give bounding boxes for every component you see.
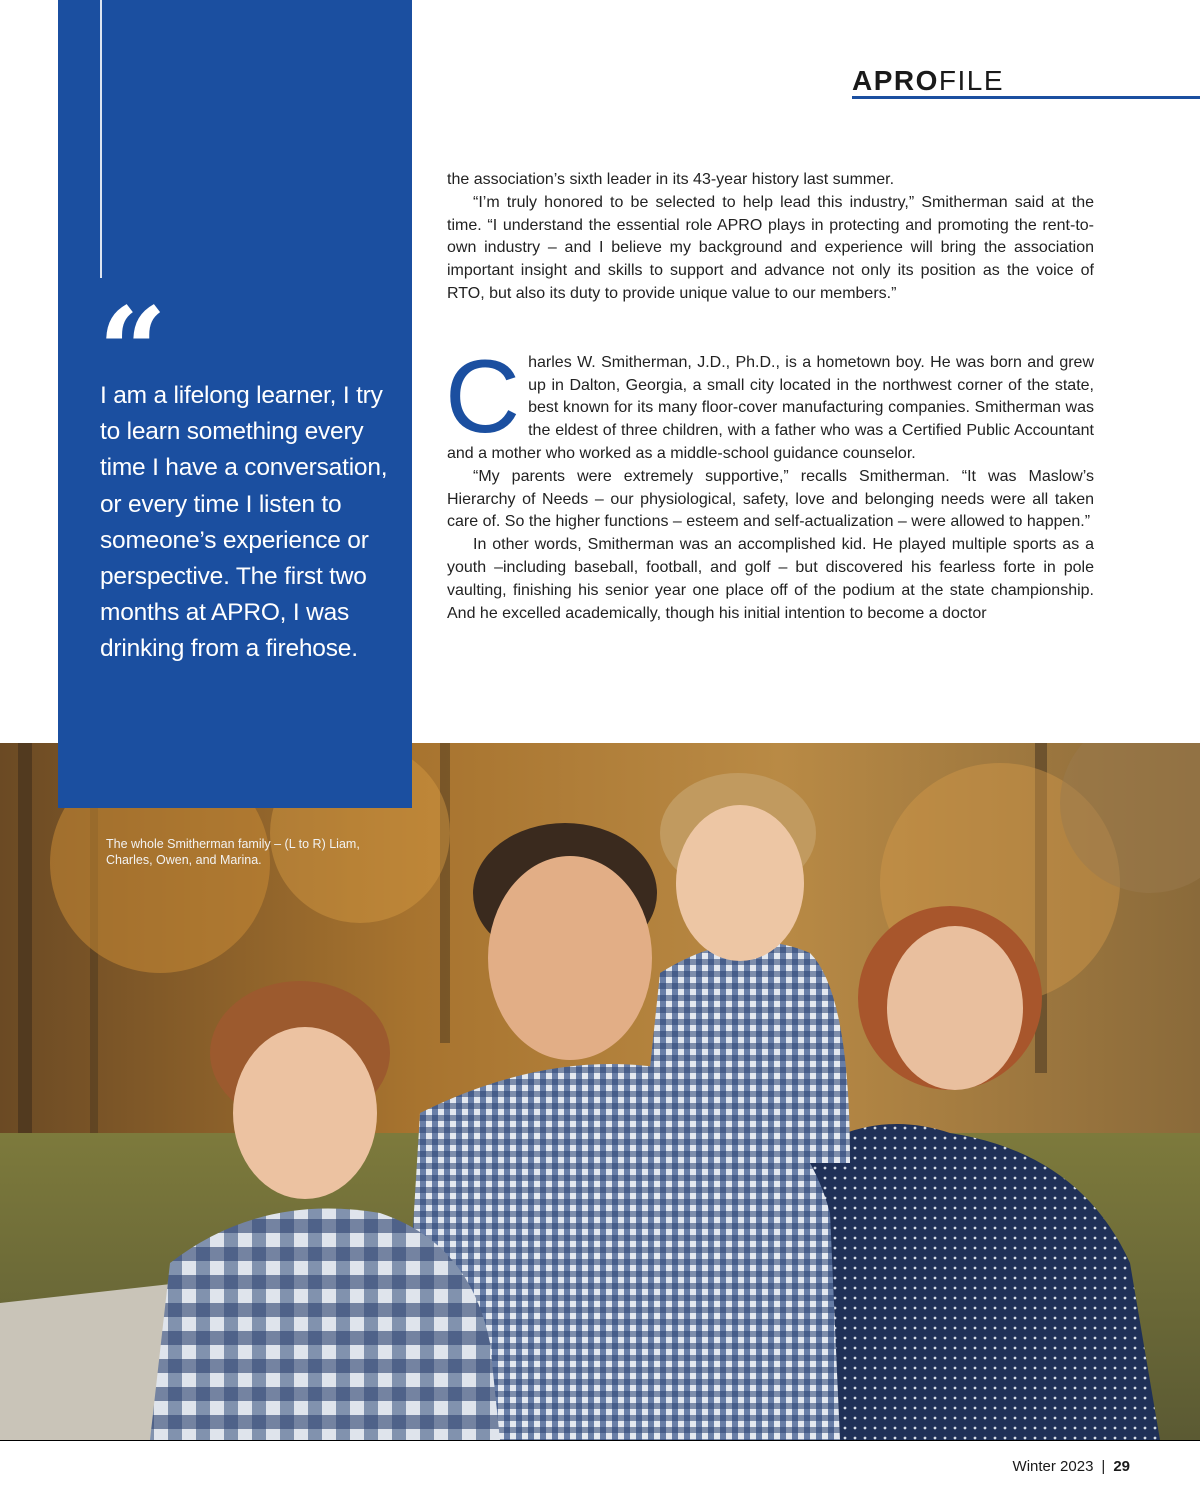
- drop-cap: C: [445, 338, 521, 455]
- article-paragraph-1: the association’s sixth leader in its 43-year history last summer.: [447, 171, 895, 188]
- article-paragraph-3-text: harles W. Smitherman, J.D., Ph.D., is a hometown boy. He was born and grew up in Dalton, Georgia, a small city located in the northwest corner of the state, best known for its many floor-cover manufacturing companies. Smitherman was the eldest of three children, with a father who was a Certified Public Accountant and a mother who worked as a middle-school guidance counselor.: [447, 353, 1094, 462]
- pull-quote-text: I am a lifelong learner, I try to learn something every time I have a conversation, or every time I listen to someone’s experience or perspective. The first two months at APRO, I was drinking from a firehose.: [100, 382, 388, 663]
- article-paragraph-2: “I’m truly honored to be selected to help lead this industry,” Smitherman said at the time. “I understand the essential role APRO plays in protecting and promoting the rent-to-own industry – and I believe my background and experience will bring the association important insight and skills to support and advance not only its position as the voice of RTO, but also its duty to provide unique value to our members.”: [447, 193, 1094, 302]
- section-title-light: FILE: [938, 65, 1005, 96]
- page-footer: [1013, 1458, 1130, 1475]
- article-paragraph-3: [445, 338, 1094, 466]
- footer-rule: [0, 1440, 1200, 1441]
- article-paragraph-5: In other words, Smitherman was an accomplished kid. He played multiple sports as a youth –including baseball, football, and golf – but discovered his fearless forte in pole vaulting, finishing his senior year one place off of the podium at the state championship. And he excelled academically, though his initial intention to become a doctor: [447, 536, 1094, 622]
- section-title: [852, 66, 1004, 96]
- quote-mark-icon: “: [98, 281, 168, 422]
- article-body: [447, 169, 1094, 625]
- paragraph-gap: [447, 306, 1094, 352]
- pull-quote-rule: [100, 0, 102, 278]
- pull-quote-panel: [58, 0, 412, 808]
- section-title-bold: APRO: [852, 65, 939, 96]
- article-paragraph-4: “My parents were extremely supportive,” recalls Smitherman. “It was Maslow’s Hierarchy of Needs – our physiological, safety, love and belonging needs were all taken care of. So the higher functions – esteem and self-actualization – were allowed to happen.”: [447, 467, 1094, 531]
- header-rule: [852, 96, 1200, 99]
- photo-caption: The whole Smitherman family – (L to R) Liam, Charles, Owen, and Marina.: [106, 837, 360, 867]
- page-number: 29: [1113, 1458, 1130, 1475]
- footer-separator: |: [1101, 1458, 1106, 1475]
- issue-label: Winter 2023: [1012, 1458, 1094, 1475]
